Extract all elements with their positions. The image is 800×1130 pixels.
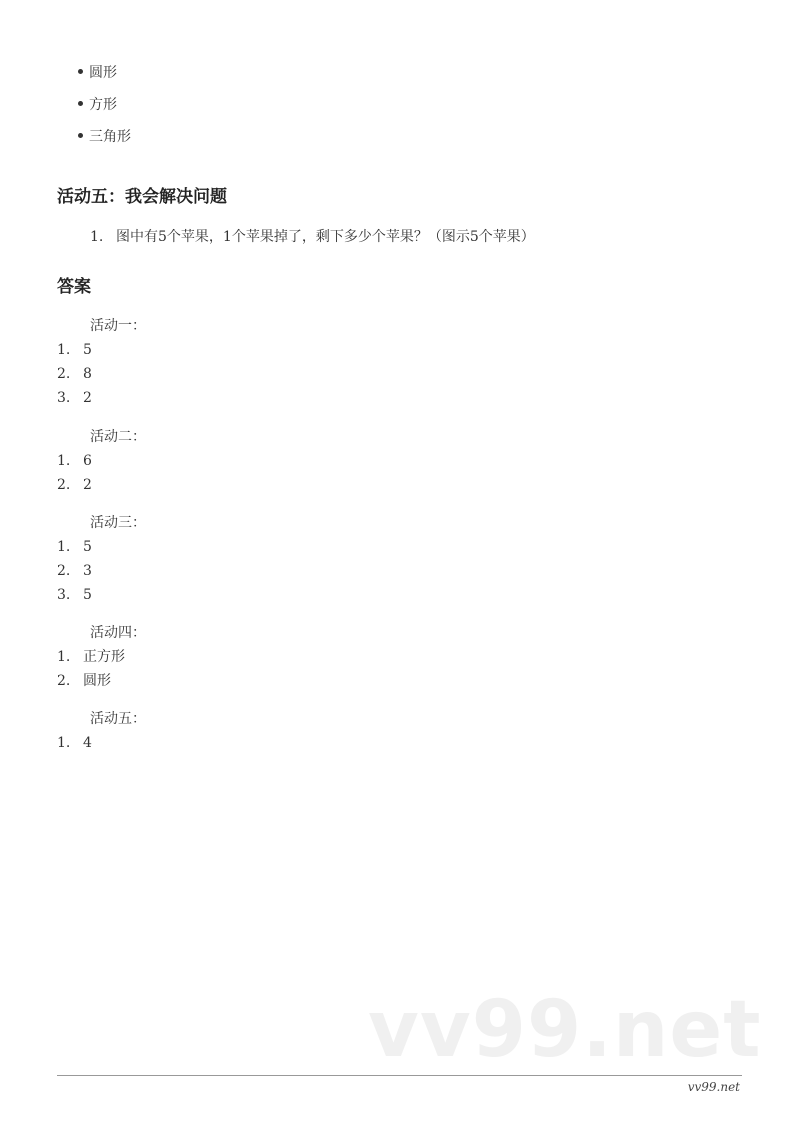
footer-site: vv99.net [687, 1080, 740, 1094]
activity5-heading: 活动五：我会解决问题 [57, 187, 227, 207]
footer-divider [57, 1075, 742, 1076]
bullet-icon [78, 133, 83, 138]
list-item: 三角形 [78, 127, 131, 147]
answer-group-label: 活动五： [90, 711, 146, 727]
bullet-icon [78, 69, 83, 74]
answer-item: 3. 2 [57, 390, 92, 406]
answer-item: 1. 正方形 [57, 649, 125, 665]
answer-item: 2. 8 [57, 366, 92, 382]
answer-item: 3. 5 [57, 587, 92, 603]
answer-item: 2. 2 [57, 477, 92, 493]
watermark: vv99.net [368, 985, 762, 1075]
list-item: 方形 [78, 95, 117, 115]
answer-item: 1. 4 [57, 735, 92, 751]
answer-group-label: 活动二： [90, 429, 146, 445]
list-item: 圆形 [78, 63, 117, 83]
answer-group-label: 活动四： [90, 625, 146, 641]
answer-group-label: 活动三： [90, 515, 146, 531]
answer-item: 1. 5 [57, 342, 92, 358]
bullet-icon [78, 101, 83, 106]
answers-heading: 答案 [57, 277, 91, 297]
answer-item: 1. 6 [57, 453, 92, 469]
activity5-question: 1. 图中有5个苹果，1个苹果掉了，剩下多少个苹果？（图示5个苹果） [90, 229, 535, 245]
answer-group-label: 活动一： [90, 318, 146, 334]
answer-item: 1. 5 [57, 539, 92, 555]
answer-item: 2. 3 [57, 563, 92, 579]
answer-item: 2. 圆形 [57, 673, 111, 689]
